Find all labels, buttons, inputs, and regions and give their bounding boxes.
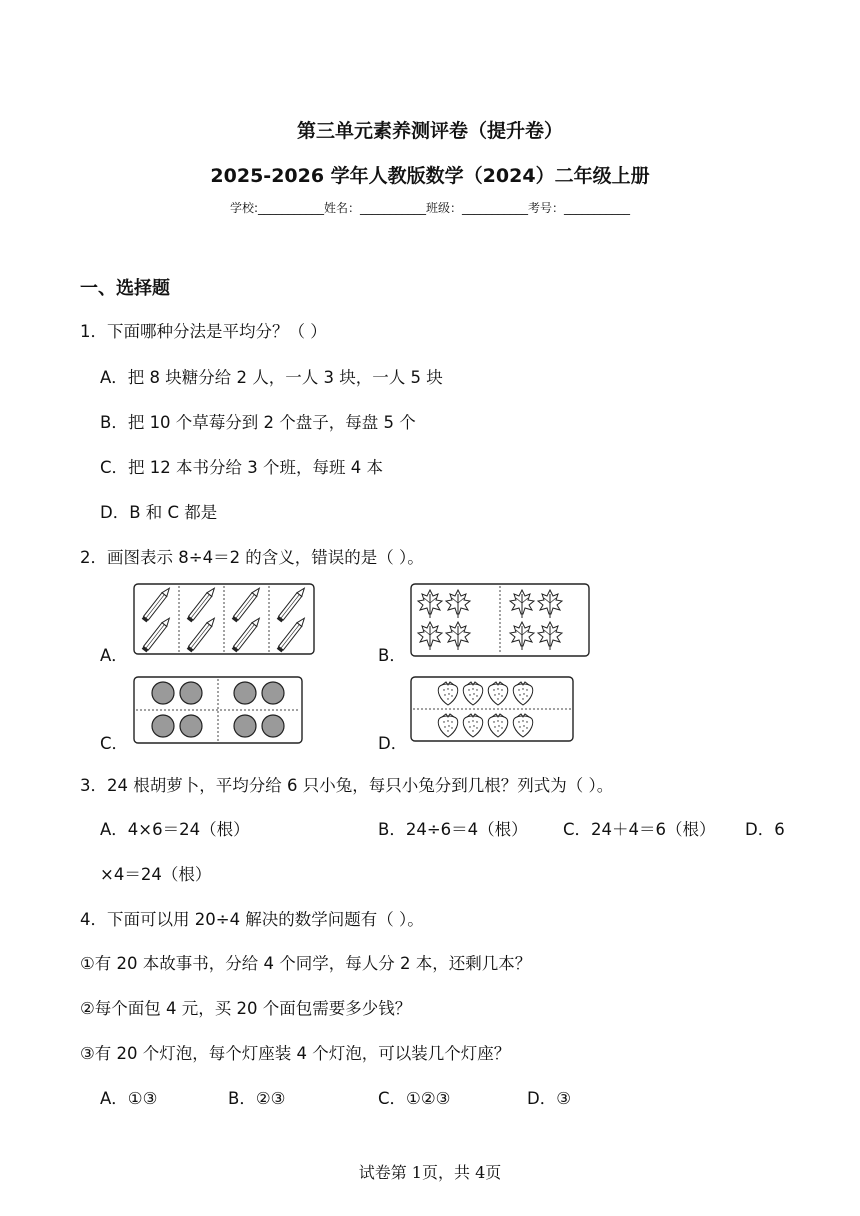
- circle-icon: [180, 715, 202, 737]
- question-1-option-b: B．把 10 个草莓分到 2 个盘子，每盘 5 个: [100, 413, 416, 432]
- question-1-option-c: C．把 12 本书分给 3 个班，每班 4 本: [100, 458, 383, 477]
- leaf-icon: [538, 590, 562, 618]
- question-3-option-b: B．24÷6＝4（根）: [378, 820, 528, 839]
- question-4-item-2: ②每个面包 4 元，买 20 个面包需要多少钱？: [80, 999, 412, 1018]
- question-3-option-d-continued: ×4＝24（根）: [100, 865, 212, 884]
- circle-icon: [234, 715, 256, 737]
- question-1-option-a: A．把 8 块糖分给 2 人，一人 3 块，一人 5 块: [100, 368, 443, 387]
- leaf-icon: [418, 590, 442, 618]
- circle-icon: [234, 682, 256, 704]
- strawberry-icon: [488, 714, 507, 737]
- pencil-icon: [142, 586, 172, 622]
- question-2-label-d: D．: [378, 734, 408, 753]
- question-4-option-a: A．①③: [100, 1089, 158, 1108]
- circle-icon: [180, 682, 202, 704]
- strawberry-icon: [463, 714, 482, 737]
- leaf-icon: [510, 622, 534, 650]
- figure-a-pencils: [133, 583, 315, 655]
- question-4-option-d: D．③: [527, 1089, 571, 1108]
- strawberry-icon: [488, 682, 507, 705]
- leaf-icon: [446, 622, 470, 650]
- leaf-icon: [418, 622, 442, 650]
- exam-subtitle: 2025-2026 学年人教版数学（2024）二年级上册: [210, 165, 650, 187]
- pencil-icon: [187, 586, 217, 622]
- section-heading: 一、选择题: [80, 278, 170, 299]
- question-2-label-c: C．: [100, 734, 129, 753]
- strawberry-icon: [513, 714, 532, 737]
- question-2-stem: 2．画图表示 8÷4＝2 的含义，错误的是（ ）。: [80, 548, 424, 567]
- circle-icon: [262, 715, 284, 737]
- question-2-label-b: B．: [378, 646, 406, 665]
- question-4-stem: 4．下面可以用 20÷4 解决的数学问题有（ ）。: [80, 910, 424, 929]
- question-4-option-b: B．②③: [228, 1089, 286, 1108]
- question-1-stem: 1．下面哪种分法是平均分？（ ）: [80, 322, 327, 341]
- strawberry-icon: [513, 682, 532, 705]
- question-3-option-c: C．24＋4＝6（根）: [563, 820, 716, 839]
- leaf-icon: [446, 590, 470, 618]
- student-info-line: 学校:___________姓名：___________班级：___________考号：___________: [229, 201, 631, 215]
- circle-icon: [262, 682, 284, 704]
- question-4-option-c: C．①②③: [378, 1089, 451, 1108]
- exam-title: 第三单元素养测评卷（提升卷）: [296, 120, 563, 142]
- question-1-option-d: D．B 和 C 都是: [100, 503, 218, 522]
- strawberry-icon: [438, 714, 457, 737]
- strawberry-icon: [463, 682, 482, 705]
- question-3-stem: 3．24 根胡萝卜，平均分给 6 只小兔，每只小兔分到几根？列式为（ ）。: [80, 776, 614, 795]
- question-4-item-1: ①有 20 本故事书，分给 4 个同学，每人分 2 本，还剩几本？: [80, 954, 532, 973]
- pencil-icon: [232, 586, 262, 622]
- leaf-icon: [538, 622, 562, 650]
- circle-icon: [152, 715, 174, 737]
- question-2-label-a: A．: [100, 646, 128, 665]
- question-3-option-a: A．4×6＝24（根）: [100, 820, 250, 839]
- figure-d-strawberries: [410, 676, 574, 742]
- circle-icon: [152, 682, 174, 704]
- figure-b-leaves: [410, 583, 590, 657]
- figure-c-circles: [133, 676, 303, 744]
- page-footer: 试卷第 1页，共 4页: [358, 1163, 502, 1182]
- pencil-icon: [277, 586, 307, 622]
- strawberry-icon: [438, 682, 457, 705]
- question-3-option-d: D．6: [745, 820, 785, 839]
- leaf-icon: [510, 590, 534, 618]
- question-4-item-3: ③有 20 个灯泡，每个灯座装 4 个灯泡，可以装几个灯座？: [80, 1044, 511, 1063]
